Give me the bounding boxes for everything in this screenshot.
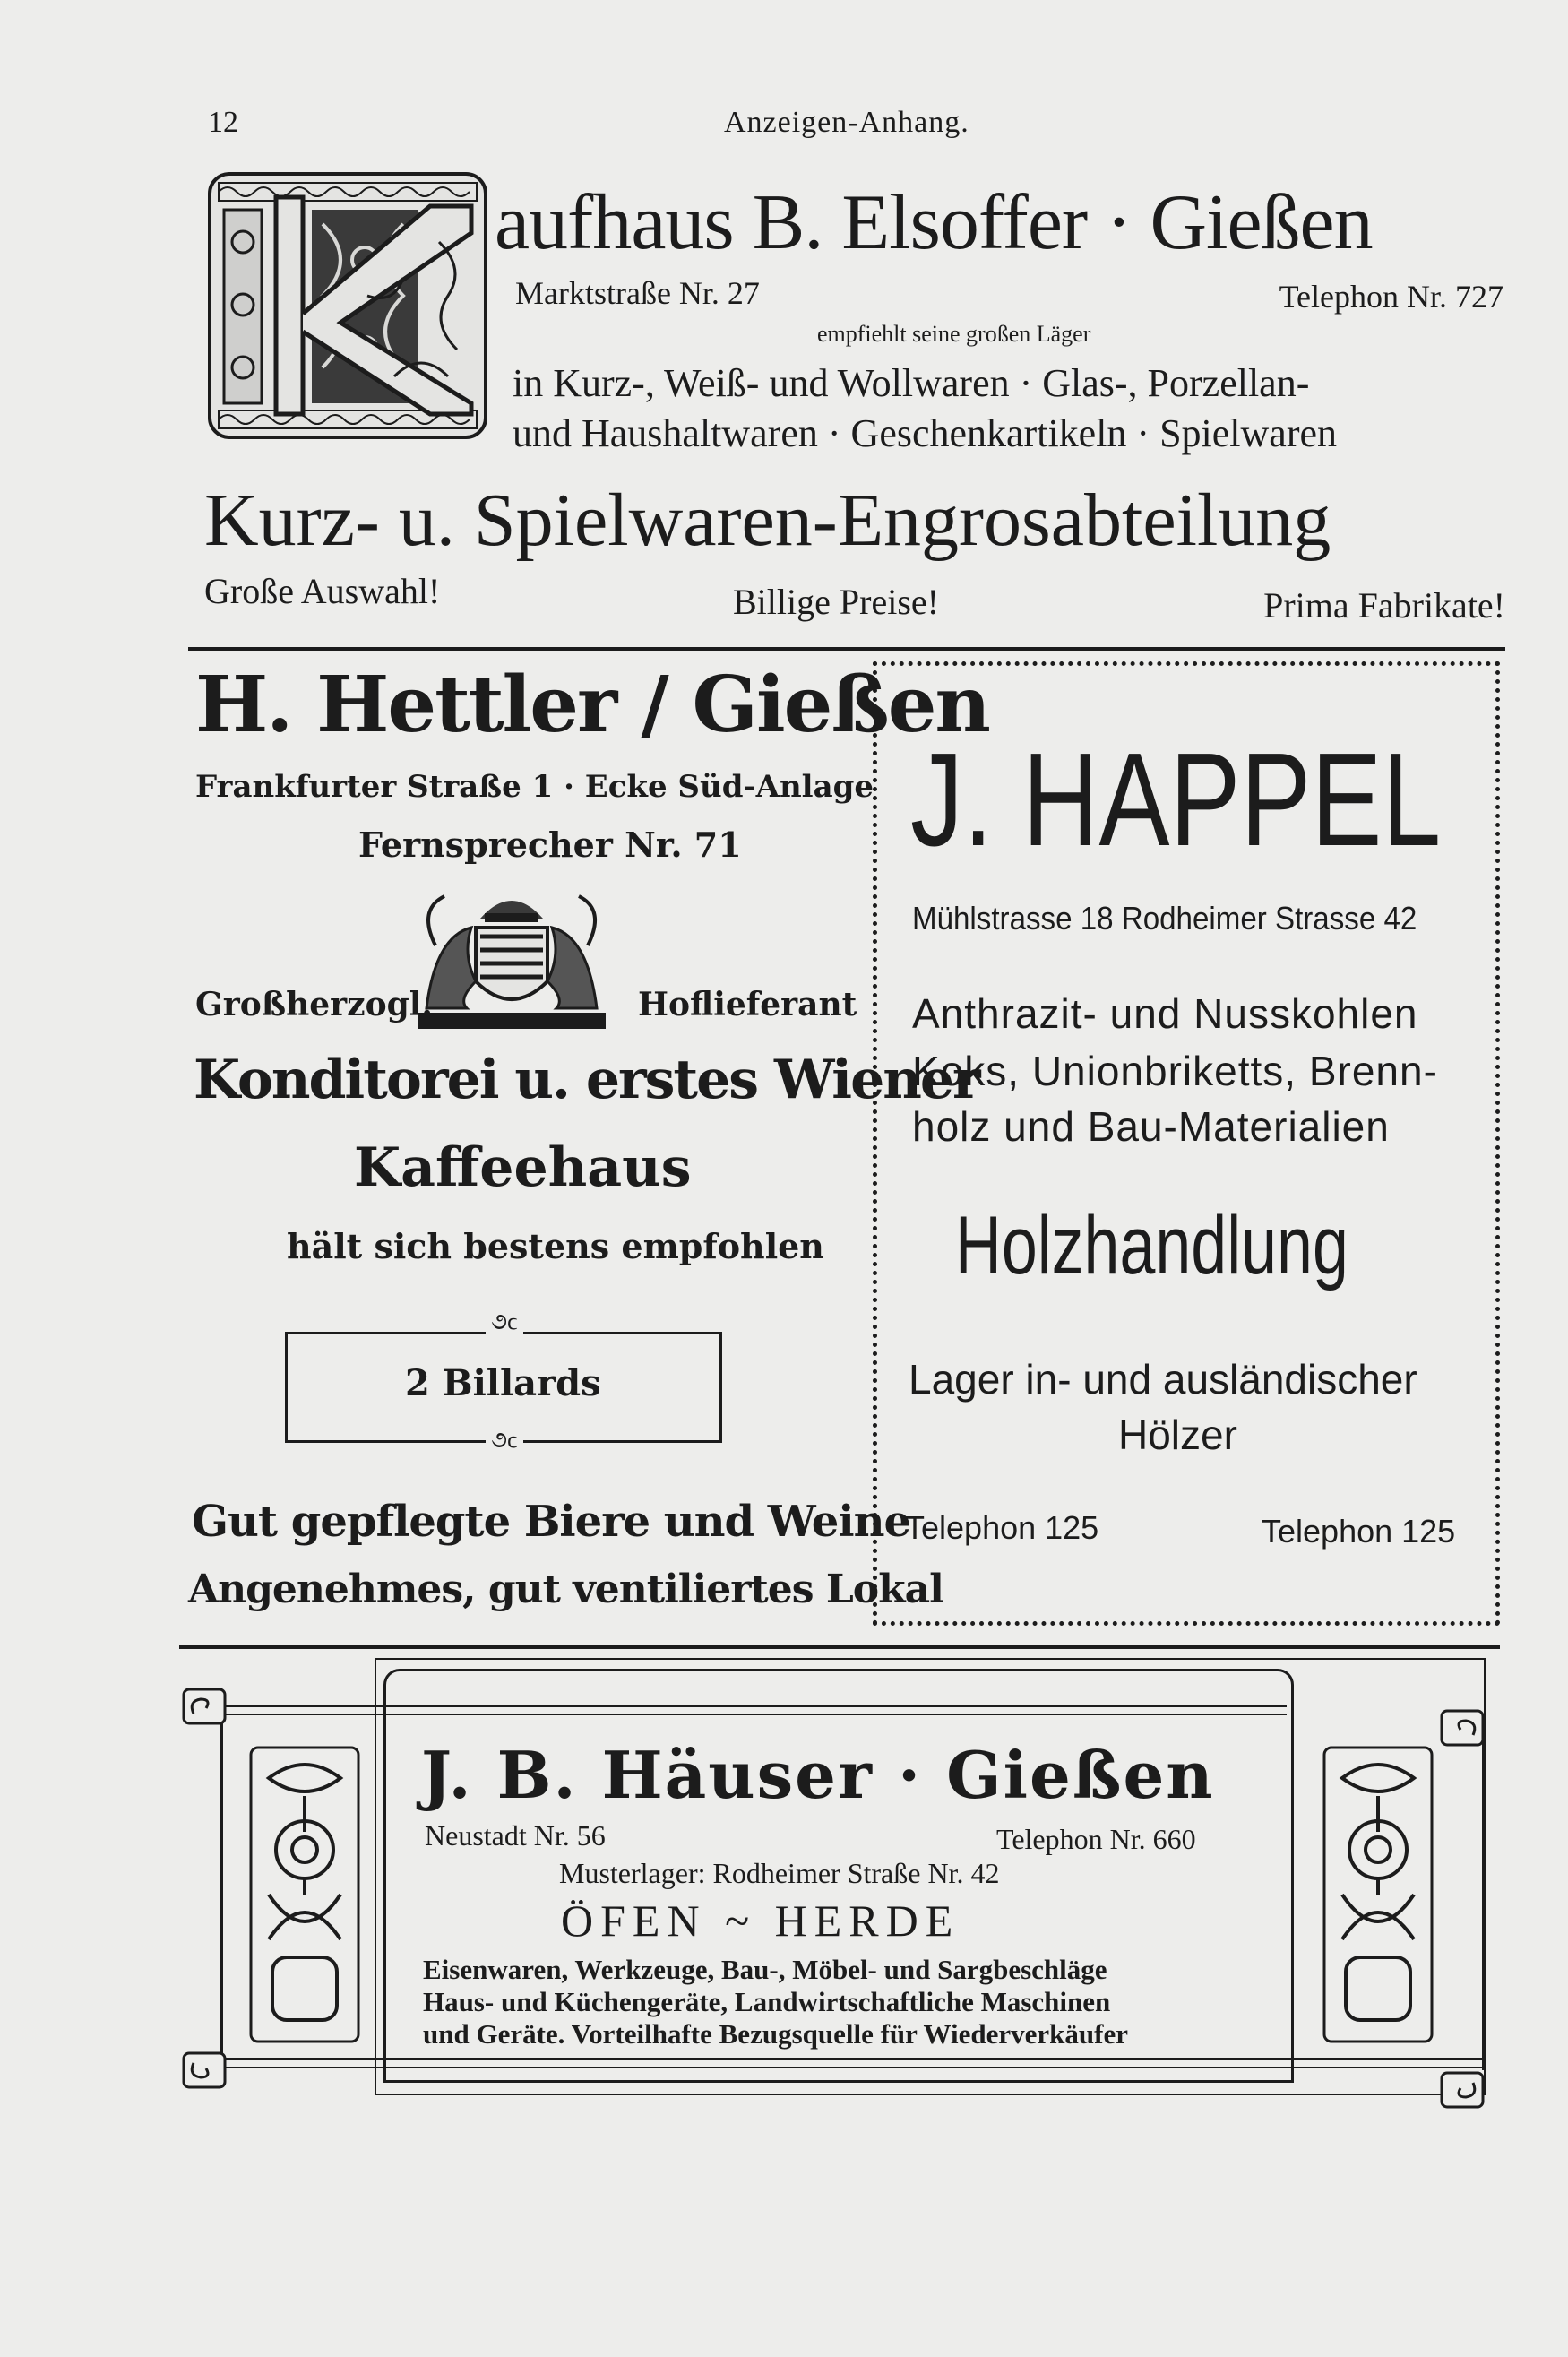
elsoffer-address: Marktstraße Nr. 27 bbox=[515, 275, 760, 311]
ornament-top: ૭ϲ bbox=[486, 1308, 523, 1336]
hettler-venue: Angenehmes, gut ventiliertes Lokal bbox=[188, 1567, 943, 1612]
happel-addresses: Mühlstrasse 18 Rodheimer Strasse 42 bbox=[912, 900, 1417, 937]
haeuser-line-2: Haus- und Küchengeräte, Landwirtschaftliche Maschinen bbox=[423, 1986, 1111, 2017]
elsoffer-products-line2: und Haushaltwaren · Geschenkartikeln · Spielwaren bbox=[513, 411, 1338, 455]
frame-right-rail bbox=[1482, 1730, 1485, 2070]
scroll-icon bbox=[1439, 2070, 1486, 2110]
happel-products-2: Koks, Unionbriketts, Brenn- bbox=[912, 1048, 1438, 1094]
elsoffer-recommend: empfiehlt seine großen Läger bbox=[817, 321, 1091, 347]
elsoffer-phone: Telephon Nr. 727 bbox=[1279, 279, 1503, 315]
divider bbox=[179, 1645, 1500, 1649]
corner-ornament bbox=[181, 1687, 228, 1726]
corner-ornament bbox=[181, 2051, 228, 2090]
happel-name: J. HAPPEL bbox=[910, 726, 1442, 874]
hettler-business-1: Konditorei u. erstes Wiener bbox=[194, 1049, 979, 1111]
ornament-icon bbox=[206, 170, 489, 441]
elsoffer-slogan-3: Prima Fabrikate! bbox=[1263, 585, 1505, 626]
elsoffer-name: aufhaus B. Elsoffer · Gießen bbox=[495, 179, 1373, 266]
frame-left-rail bbox=[220, 1705, 223, 2067]
hettler-address: Frankfurter Straße 1 · Ecke Süd-Anlage bbox=[195, 769, 874, 805]
haeuser-products: ÖFEN ~ HERDE bbox=[561, 1895, 961, 1946]
divider bbox=[188, 647, 1505, 651]
corner-ornament bbox=[1439, 2070, 1486, 2110]
corner-ornament bbox=[1439, 1708, 1486, 1748]
scroll-icon bbox=[1439, 1708, 1486, 1748]
ornament-bottom: ૭ϲ bbox=[486, 1427, 523, 1455]
elsoffer-slogan-2: Billige Preise! bbox=[733, 582, 939, 622]
frame-top-rail bbox=[220, 1705, 1287, 1707]
hettler-recommend: hält sich bestens empfohlen bbox=[287, 1226, 824, 1266]
scroll-icon bbox=[181, 1687, 228, 1726]
hettler-business-2: Kaffeehaus bbox=[354, 1136, 692, 1199]
hettler-drinks: Gut gepflegte Biere und Weine bbox=[192, 1497, 910, 1547]
elsoffer-wholesale: Kurz- u. Spielwaren-Engrosabteilung bbox=[204, 479, 1331, 562]
haeuser-address: Neustadt Nr. 56 bbox=[425, 1819, 606, 1852]
happel-phone-right: Telephon 125 bbox=[1262, 1513, 1456, 1550]
ornament-icon bbox=[242, 1742, 367, 2047]
ornament-panel-left bbox=[242, 1742, 367, 2047]
frame-bottom-rail bbox=[220, 2058, 1484, 2060]
running-title: Anzeigen-Anhang. bbox=[724, 106, 969, 139]
ornament-icon bbox=[1315, 1742, 1441, 2047]
frame-top-rail bbox=[220, 1714, 1287, 1715]
ornament-panel-right bbox=[1315, 1742, 1441, 2047]
haeuser-line-1: Eisenwaren, Werkzeuge, Bau-, Möbel- und Sargbeschläge bbox=[423, 1954, 1107, 1985]
elsoffer-slogan-1: Große Auswahl! bbox=[204, 571, 441, 611]
page-number: 12 bbox=[208, 106, 238, 139]
hettler-title-left: Großherzogl. bbox=[195, 986, 433, 1023]
happel-products-3: holz und Bau-Materialien bbox=[912, 1103, 1390, 1150]
happel-stock-1: Lager in- und ausländischer bbox=[909, 1356, 1417, 1403]
haeuser-line-3: und Geräte. Vorteilhafte Bezugsquelle für Wiederverkäufer bbox=[423, 2018, 1128, 2050]
coat-of-arms-icon bbox=[409, 883, 615, 1035]
scroll-icon bbox=[181, 2051, 228, 2090]
happel-stock-2: Hölzer bbox=[1118, 1412, 1237, 1458]
happel-trade: Holzhandlung bbox=[955, 1200, 1348, 1291]
billiards-label: 2 Billards bbox=[405, 1362, 601, 1404]
hettler-title-right: Hoflieferant bbox=[638, 986, 857, 1023]
happel-products-1: Anthrazit- und Nusskohlen bbox=[912, 990, 1418, 1037]
decorative-initial bbox=[206, 170, 489, 441]
haeuser-sample-store: Musterlager: Rodheimer Straße Nr. 42 bbox=[559, 1857, 1000, 1889]
happel-phone-left: Telephon 125 bbox=[905, 1509, 1099, 1546]
haeuser-phone: Telephon Nr. 660 bbox=[996, 1823, 1196, 1855]
elsoffer-products-line1: in Kurz-, Weiß- und Wollwaren · Glas-, Porzellan- bbox=[513, 361, 1310, 405]
frame-bottom-rail bbox=[220, 2067, 1484, 2068]
coat-of-arms bbox=[409, 883, 615, 1035]
hettler-phone: Fernsprecher Nr. 71 bbox=[358, 825, 742, 865]
haeuser-name: J. B. Häuser · Gießen bbox=[421, 1737, 1215, 1813]
hettler-name: H. Hettler / Gießen bbox=[195, 660, 989, 750]
